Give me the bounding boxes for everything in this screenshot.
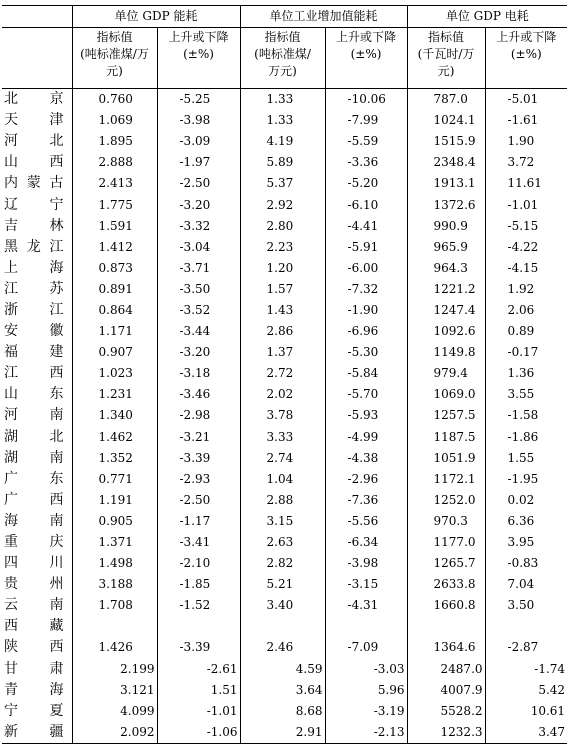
gdp-electricity-change: 1.90 <box>485 131 567 152</box>
industrial-energy-value: 3.64 <box>240 680 325 701</box>
gdp-energy-value: 1.231 <box>72 384 157 405</box>
industrial-energy-change: -6.34 <box>325 532 407 553</box>
gdp-electricity-value: 1172.1 <box>407 469 485 490</box>
gdp-energy-change: -3.32 <box>157 216 240 237</box>
gdp-energy-value: 2.092 <box>72 722 157 744</box>
gdp-electricity-change: -1.74 <box>485 659 567 680</box>
gdp-energy-change: -3.50 <box>157 279 240 300</box>
gdp-electricity-value: 2348.4 <box>407 152 485 173</box>
industrial-energy-value <box>240 616 325 637</box>
gdp-electricity-value: 1024.1 <box>407 110 485 131</box>
gdp-electricity-value: 979.4 <box>407 363 485 384</box>
gdp-energy-value: 1.498 <box>72 553 157 574</box>
gdp-electricity-change: 2.06 <box>485 300 567 321</box>
region-name: 浙江 <box>4 301 64 318</box>
gdp-electricity-value: 1069.0 <box>407 384 485 405</box>
industrial-energy-value: 2.82 <box>240 553 325 574</box>
gdp-energy-change: 1.51 <box>157 680 240 701</box>
gdp-energy-change: -3.20 <box>157 342 240 363</box>
industrial-energy-change: -3.19 <box>325 701 407 722</box>
gdp-energy-change: -2.50 <box>157 490 240 511</box>
gdp-electricity-value: 4007.9 <box>407 680 485 701</box>
gdp-electricity-change: -2.87 <box>485 637 567 658</box>
table-row <box>2 405 567 426</box>
table-row <box>2 194 567 215</box>
table-row <box>2 701 567 722</box>
gdp-electricity-change <box>485 616 567 637</box>
gdp-energy-change: -3.39 <box>157 637 240 658</box>
region-name: 辽宁 <box>4 196 64 213</box>
gdp-electricity-change: 0.89 <box>485 321 567 342</box>
industrial-energy-change: -5.93 <box>325 405 407 426</box>
gdp-electricity-change: -0.83 <box>485 553 567 574</box>
header-g2-change: 上升或下降 (±%) <box>325 28 407 89</box>
gdp-energy-change: -3.39 <box>157 448 240 469</box>
industrial-energy-change: -5.59 <box>325 131 407 152</box>
industrial-energy-change: -4.38 <box>325 448 407 469</box>
industrial-energy-change: -7.09 <box>325 637 407 658</box>
gdp-electricity-value: 1372.6 <box>407 194 485 215</box>
header-industrial-energy: 单位工业增加值能耗 <box>240 6 407 28</box>
gdp-energy-value: 0.891 <box>72 279 157 300</box>
region-name: 上海 <box>4 259 64 276</box>
region-name: 广西 <box>4 491 64 508</box>
table-row <box>2 680 567 701</box>
gdp-energy-value: 0.873 <box>72 258 157 279</box>
table-row <box>2 659 567 680</box>
gdp-energy-change <box>157 616 240 637</box>
gdp-energy-change: -1.01 <box>157 701 240 722</box>
industrial-energy-change: -6.96 <box>325 321 407 342</box>
table-row <box>2 532 567 553</box>
table-row <box>2 722 567 744</box>
gdp-energy-change: -2.50 <box>157 173 240 194</box>
gdp-electricity-change: -1.86 <box>485 427 567 448</box>
region-name: 江西 <box>4 365 64 382</box>
gdp-energy-value: 1.462 <box>72 427 157 448</box>
industrial-energy-value: 2.63 <box>240 532 325 553</box>
industrial-energy-change: -5.84 <box>325 363 407 384</box>
industrial-energy-change: -5.56 <box>325 511 407 532</box>
gdp-energy-change: -1.06 <box>157 722 240 744</box>
region-name: 福建 <box>4 344 64 361</box>
gdp-energy-change: -3.21 <box>157 427 240 448</box>
table-row <box>2 152 567 173</box>
gdp-energy-value: 1.340 <box>72 405 157 426</box>
gdp-energy-value: 1.069 <box>72 110 157 131</box>
gdp-energy-value: 1.591 <box>72 216 157 237</box>
region-subheader <box>2 28 72 89</box>
gdp-electricity-value: 1232.3 <box>407 722 485 744</box>
industrial-energy-value: 2.23 <box>240 237 325 258</box>
gdp-electricity-value: 1221.2 <box>407 279 485 300</box>
gdp-electricity-change: 7.04 <box>485 574 567 595</box>
gdp-energy-change: -3.44 <box>157 321 240 342</box>
industrial-energy-value: 1.57 <box>240 279 325 300</box>
industrial-energy-change: -2.13 <box>325 722 407 744</box>
gdp-electricity-change: -1.61 <box>485 110 567 131</box>
gdp-energy-change: -3.09 <box>157 131 240 152</box>
gdp-electricity-value: 1092.6 <box>407 321 485 342</box>
region-name: 陕西 <box>4 639 64 656</box>
region-name: 河北 <box>4 133 64 150</box>
gdp-energy-change: -1.85 <box>157 574 240 595</box>
gdp-energy-value: 0.864 <box>72 300 157 321</box>
gdp-electricity-value: 1177.0 <box>407 532 485 553</box>
table-row <box>2 616 567 637</box>
industrial-energy-value: 1.33 <box>240 89 325 111</box>
gdp-energy-value: 0.907 <box>72 342 157 363</box>
region-name: 新疆 <box>2 722 72 744</box>
industrial-energy-value: 1.20 <box>240 258 325 279</box>
header-g3-change: 上升或下降 (±%) <box>485 28 567 89</box>
gdp-energy-value: 4.099 <box>72 701 157 722</box>
industrial-energy-value: 1.37 <box>240 342 325 363</box>
table-row <box>2 427 567 448</box>
industrial-energy-value: 2.74 <box>240 448 325 469</box>
table-row <box>2 553 567 574</box>
region-name: 海南 <box>4 512 64 529</box>
table-row <box>2 574 567 595</box>
gdp-electricity-value: 965.9 <box>407 237 485 258</box>
table-row <box>2 279 567 300</box>
region-name: 云南 <box>4 597 64 614</box>
table-row <box>2 469 567 490</box>
gdp-electricity-change: 3.55 <box>485 384 567 405</box>
gdp-electricity-value: 1187.5 <box>407 427 485 448</box>
gdp-electricity-change: 1.92 <box>485 279 567 300</box>
industrial-energy-value: 1.33 <box>240 110 325 131</box>
gdp-electricity-value: 990.9 <box>407 216 485 237</box>
gdp-energy-value: 1.023 <box>72 363 157 384</box>
gdp-electricity-value: 2633.8 <box>407 574 485 595</box>
region-name: 黑龙江 <box>4 238 64 255</box>
industrial-energy-value: 5.21 <box>240 574 325 595</box>
gdp-energy-value: 0.905 <box>72 511 157 532</box>
gdp-electricity-value: 1515.9 <box>407 131 485 152</box>
gdp-energy-value: 1.895 <box>72 131 157 152</box>
gdp-electricity-change: -5.15 <box>485 216 567 237</box>
gdp-electricity-value: 1660.8 <box>407 595 485 616</box>
gdp-energy-change: -1.17 <box>157 511 240 532</box>
table-row <box>2 131 567 152</box>
gdp-energy-value: 1.775 <box>72 194 157 215</box>
industrial-energy-change: -7.99 <box>325 110 407 131</box>
gdp-electricity-value: 1051.9 <box>407 448 485 469</box>
industrial-energy-value: 8.68 <box>240 701 325 722</box>
industrial-energy-change: -3.36 <box>325 152 407 173</box>
gdp-electricity-change: -1.01 <box>485 194 567 215</box>
table-row <box>2 321 567 342</box>
gdp-energy-value: 1.371 <box>72 532 157 553</box>
gdp-electricity-change: 11.61 <box>485 173 567 194</box>
table-row <box>2 173 567 194</box>
region-name: 青海 <box>4 681 64 698</box>
gdp-electricity-change: -1.95 <box>485 469 567 490</box>
gdp-energy-change: -5.25 <box>157 89 240 111</box>
region-name: 山西 <box>4 154 64 171</box>
industrial-energy-value: 2.88 <box>240 490 325 511</box>
gdp-energy-change: -3.98 <box>157 110 240 131</box>
gdp-electricity-change: 6.36 <box>485 511 567 532</box>
industrial-energy-value: 2.92 <box>240 194 325 215</box>
gdp-electricity-value: 1149.8 <box>407 342 485 363</box>
gdp-electricity-change: 5.42 <box>485 680 567 701</box>
industrial-energy-change: -3.15 <box>325 574 407 595</box>
gdp-energy-change: -3.41 <box>157 532 240 553</box>
region-name: 西藏 <box>4 618 64 635</box>
industrial-energy-value: 3.33 <box>240 427 325 448</box>
industrial-energy-value: 3.40 <box>240 595 325 616</box>
region-name: 山东 <box>4 386 64 403</box>
header-g1-change: 上升或下降 (±%) <box>157 28 240 89</box>
industrial-energy-change: -5.91 <box>325 237 407 258</box>
industrial-energy-change: -1.90 <box>325 300 407 321</box>
gdp-energy-value: 1.171 <box>72 321 157 342</box>
region-name: 天津 <box>4 112 64 129</box>
header-gdp-energy: 单位 GDP 能耗 <box>72 6 240 28</box>
gdp-energy-value: 1.708 <box>72 595 157 616</box>
industrial-energy-change: -4.41 <box>325 216 407 237</box>
industrial-energy-change: -6.00 <box>325 258 407 279</box>
gdp-energy-value: 1.352 <box>72 448 157 469</box>
gdp-electricity-value <box>407 616 485 637</box>
gdp-energy-value: 1.191 <box>72 490 157 511</box>
industrial-energy-change: -4.99 <box>325 427 407 448</box>
table-row <box>2 237 567 258</box>
industrial-energy-change: -2.96 <box>325 469 407 490</box>
header-g1-value: 指标值 (吨标准煤/万 元) <box>72 28 157 89</box>
industrial-energy-change <box>325 616 407 637</box>
region-name: 广东 <box>4 470 64 487</box>
industrial-energy-change: -5.30 <box>325 342 407 363</box>
gdp-energy-value: 2.413 <box>72 173 157 194</box>
region-name: 北京 <box>4 91 64 108</box>
table-row <box>2 342 567 363</box>
gdp-energy-value: 1.412 <box>72 237 157 258</box>
gdp-electricity-change: -0.17 <box>485 342 567 363</box>
region-name: 内蒙古 <box>4 175 64 192</box>
industrial-energy-value: 2.02 <box>240 384 325 405</box>
gdp-electricity-value: 5528.2 <box>407 701 485 722</box>
region-name: 湖北 <box>4 428 64 445</box>
table-row <box>2 637 567 658</box>
gdp-energy-change: -2.10 <box>157 553 240 574</box>
gdp-energy-change: -1.52 <box>157 595 240 616</box>
industrial-energy-value: 2.86 <box>240 321 325 342</box>
gdp-energy-change: -2.98 <box>157 405 240 426</box>
gdp-energy-change: -3.18 <box>157 363 240 384</box>
gdp-energy-change: -3.46 <box>157 384 240 405</box>
gdp-electricity-change: 0.02 <box>485 490 567 511</box>
gdp-electricity-value: 787.0 <box>407 89 485 111</box>
industrial-energy-value: 1.04 <box>240 469 325 490</box>
gdp-electricity-change: -5.01 <box>485 89 567 111</box>
table-row <box>2 216 567 237</box>
region-header <box>2 6 72 28</box>
gdp-energy-change: -3.04 <box>157 237 240 258</box>
gdp-energy-change: -3.52 <box>157 300 240 321</box>
industrial-energy-value: 5.89 <box>240 152 325 173</box>
gdp-energy-change: -2.61 <box>157 659 240 680</box>
industrial-energy-change: -3.03 <box>325 659 407 680</box>
industrial-energy-change: -5.20 <box>325 173 407 194</box>
industrial-energy-value: 2.46 <box>240 637 325 658</box>
industrial-energy-change: -10.06 <box>325 89 407 111</box>
region-name: 江苏 <box>4 280 64 297</box>
industrial-energy-change: -3.98 <box>325 553 407 574</box>
gdp-electricity-value: 1265.7 <box>407 553 485 574</box>
gdp-electricity-change: 3.72 <box>485 152 567 173</box>
header-gdp-electricity: 单位 GDP 电耗 <box>407 6 567 28</box>
table-row <box>2 258 567 279</box>
gdp-electricity-change: 1.36 <box>485 363 567 384</box>
industrial-energy-change: -4.31 <box>325 595 407 616</box>
industrial-energy-value: 2.72 <box>240 363 325 384</box>
gdp-energy-value: 0.771 <box>72 469 157 490</box>
gdp-energy-value: 0.760 <box>72 89 157 111</box>
gdp-electricity-value: 1257.5 <box>407 405 485 426</box>
gdp-electricity-change: 3.50 <box>485 595 567 616</box>
gdp-energy-change: -3.20 <box>157 194 240 215</box>
region-name: 甘肃 <box>4 660 64 677</box>
region-name: 四川 <box>4 555 64 572</box>
industrial-energy-value: 3.78 <box>240 405 325 426</box>
gdp-electricity-value: 1247.4 <box>407 300 485 321</box>
header-g3-value: 指标值 (千瓦时/万 元) <box>407 28 485 89</box>
header-g2-value: 指标值 (吨标准煤/ 万元) <box>240 28 325 89</box>
industrial-energy-change: -6.10 <box>325 194 407 215</box>
gdp-electricity-value: 1252.0 <box>407 490 485 511</box>
industrial-energy-change: -7.36 <box>325 490 407 511</box>
gdp-energy-change: -2.93 <box>157 469 240 490</box>
gdp-electricity-change: -4.15 <box>485 258 567 279</box>
industrial-energy-value: 1.43 <box>240 300 325 321</box>
gdp-electricity-value: 2487.0 <box>407 659 485 680</box>
industrial-energy-change: -7.32 <box>325 279 407 300</box>
industrial-energy-change: -5.70 <box>325 384 407 405</box>
gdp-energy-value: 1.426 <box>72 637 157 658</box>
table-row <box>2 595 567 616</box>
region-name: 吉林 <box>4 217 64 234</box>
industrial-energy-value: 3.15 <box>240 511 325 532</box>
table-row <box>2 300 567 321</box>
gdp-electricity-change: 3.95 <box>485 532 567 553</box>
gdp-energy-value <box>72 616 157 637</box>
gdp-energy-value: 2.199 <box>72 659 157 680</box>
table-row <box>2 89 567 111</box>
gdp-energy-value: 2.888 <box>72 152 157 173</box>
table-row <box>2 363 567 384</box>
table-row <box>2 511 567 532</box>
industrial-energy-value: 5.37 <box>240 173 325 194</box>
gdp-electricity-change: -4.22 <box>485 237 567 258</box>
industrial-energy-value: 4.19 <box>240 131 325 152</box>
table-row <box>2 110 567 131</box>
industrial-energy-value: 2.91 <box>240 722 325 744</box>
gdp-electricity-value: 1913.1 <box>407 173 485 194</box>
gdp-electricity-change: 10.61 <box>485 701 567 722</box>
gdp-energy-change: -1.97 <box>157 152 240 173</box>
region-name: 贵州 <box>4 576 64 593</box>
gdp-electricity-value: 964.3 <box>407 258 485 279</box>
energy-consumption-table <box>2 5 567 744</box>
gdp-energy-change: -3.71 <box>157 258 240 279</box>
region-name: 河南 <box>4 407 64 424</box>
industrial-energy-value: 2.80 <box>240 216 325 237</box>
table-body <box>2 89 567 744</box>
table-row <box>2 448 567 469</box>
gdp-electricity-value: 1364.6 <box>407 637 485 658</box>
gdp-electricity-change: 3.47 <box>485 722 567 744</box>
gdp-energy-value: 3.121 <box>72 680 157 701</box>
gdp-electricity-change: -1.58 <box>485 405 567 426</box>
gdp-energy-value: 3.188 <box>72 574 157 595</box>
gdp-electricity-change: 1.55 <box>485 448 567 469</box>
region-name: 湖南 <box>4 449 64 466</box>
table-row <box>2 384 567 405</box>
industrial-energy-change: 5.96 <box>325 680 407 701</box>
region-name: 安徽 <box>4 323 64 340</box>
industrial-energy-value: 4.59 <box>240 659 325 680</box>
table-header <box>2 6 567 89</box>
gdp-electricity-value: 970.3 <box>407 511 485 532</box>
table-row <box>2 490 567 511</box>
region-name: 重庆 <box>4 534 64 551</box>
region-name: 宁夏 <box>4 702 64 719</box>
